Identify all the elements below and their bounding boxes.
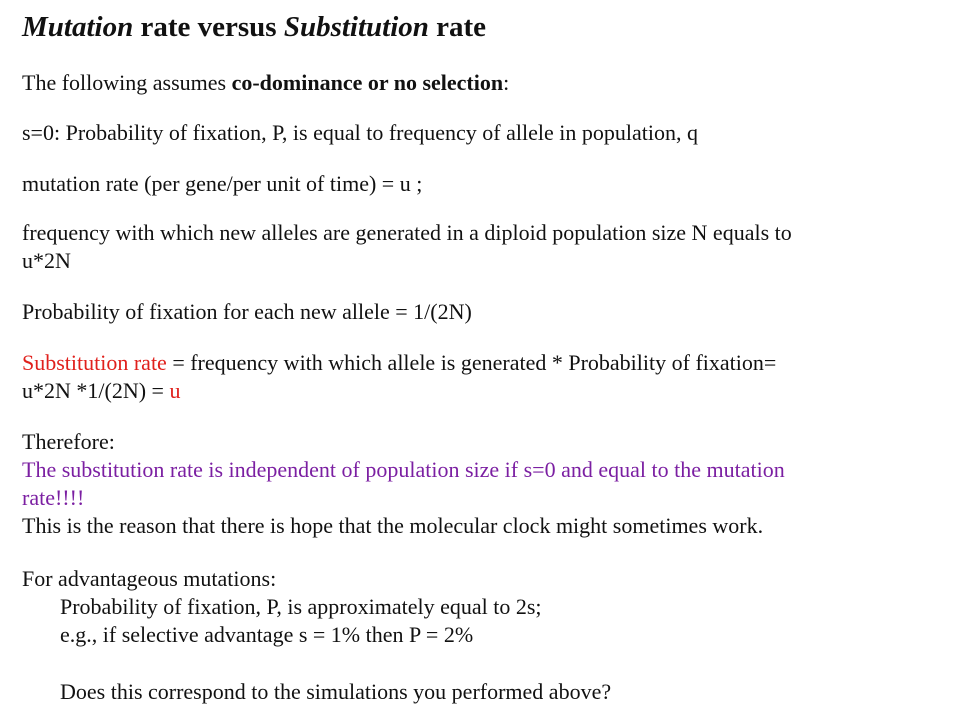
mutation-rate-line: mutation rate (per gene/per unit of time) = u ; <box>22 171 423 196</box>
therefore-heading: Therefore: <box>22 429 115 454</box>
intro-bold: co-dominance or no selection <box>231 70 504 95</box>
substitution-rate-label: Substitution rate <box>22 350 167 375</box>
title-end: rate <box>428 11 487 43</box>
advantageous-line-1: Probability of fixation, P, is approximately equal to 2s; <box>60 594 542 619</box>
title-substitution: Substitution <box>283 11 429 43</box>
frequency-line-1: frequency with which new alleles are generated in a diploid population size N equals to <box>22 220 792 245</box>
title-mutation: Mutation <box>22 11 134 43</box>
intro-suffix: : <box>503 70 510 95</box>
slide-title <box>22 8 486 46</box>
advantageous-line-2: e.g., if selective advantage s = 1% then P = 2% <box>60 622 474 647</box>
substitution-result: u <box>169 378 181 403</box>
substitution-formula: u*2N *1/(2N) = <box>22 378 170 403</box>
prob-fixation-line: Probability of fixation for each new allele = 1/(2N) <box>22 299 472 324</box>
substitution-rest: = frequency with which allele is generated * Probability of fixation= <box>166 350 777 375</box>
therefore-purple-1: The substitution rate is independent of population size if s=0 and equal to the mutation <box>22 457 785 482</box>
molecular-clock-line: This is the reason that there is hope that the molecular clock might sometimes work. <box>22 513 764 538</box>
substitution-line-2 <box>22 377 180 405</box>
s0-line: s=0: Probability of fixation, P, is equal to frequency of allele in population, q <box>22 120 698 145</box>
title-middle: rate versus <box>133 11 284 43</box>
therefore-purple-2: rate!!!! <box>22 485 85 510</box>
substitution-line-1 <box>22 349 776 377</box>
question-line: Does this correspond to the simulations you performed above? <box>60 679 612 704</box>
intro-prefix: The following assumes <box>22 70 232 95</box>
intro-line <box>22 69 509 97</box>
frequency-line-2: u*2N <box>22 248 71 273</box>
advantageous-heading: For advantageous mutations: <box>22 566 277 591</box>
